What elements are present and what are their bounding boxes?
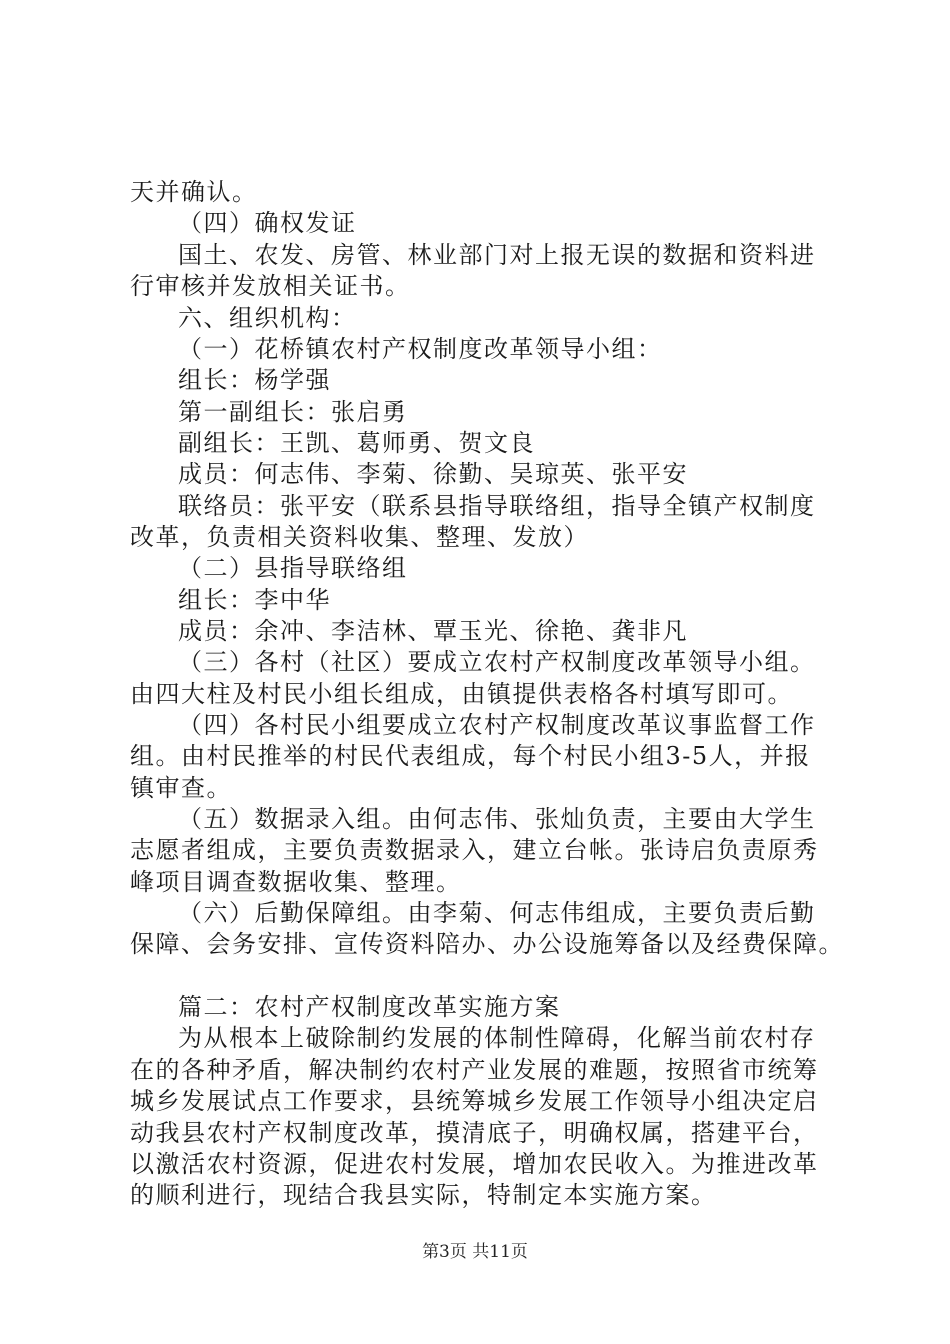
paragraph-line: （三）各村（社区）要成立农村产权制度改革领导小组。 xyxy=(178,648,816,676)
chapter-heading: 篇二：农村产权制度改革实施方案 xyxy=(178,993,561,1021)
paragraph-line: 以激活农村资源，促进农村发展，增加农民收入。为推进改革 xyxy=(130,1150,819,1178)
paragraph-line: 联络员：张平安（联系县指导联络组，指导全镇产权制度 xyxy=(178,492,816,520)
paragraph-line: 为从根本上破除制约发展的体制性障碍，化解当前农村存 xyxy=(178,1024,816,1052)
paragraph-line: 改革，负责相关资料收集、整理、发放） xyxy=(130,523,589,551)
paragraph-line: 由四大柱及村民小组长组成，由镇提供表格各村填写即可。 xyxy=(130,680,793,708)
paragraph-line: （四）各村民小组要成立农村产权制度改革议事监督工作 xyxy=(178,711,816,739)
paragraph-line: 行审核并发放相关证书。 xyxy=(130,272,411,300)
text-line: 第一副组长：张启勇 xyxy=(178,398,408,426)
paragraph-line: 镇审查。 xyxy=(130,774,232,802)
text-line: 成员：何志伟、李菊、徐勤、吴琼英、张平安 xyxy=(178,460,688,488)
text-line: 成员：余冲、李洁林、覃玉光、徐艳、龚非凡 xyxy=(178,617,688,645)
paragraph-line: （六）后勤保障组。由李菊、何志伟组成，主要负责后勤 xyxy=(178,899,816,927)
paragraph-line: 峰项目调查数据收集、整理。 xyxy=(130,868,462,896)
paragraph-line: 志愿者组成，主要负责数据录入，建立台帐。张诗启负责原秀 xyxy=(130,836,819,864)
paragraph-line: 保障、会务安排、宣传资料陪办、办公设施筹备以及经费保障。 xyxy=(130,930,844,958)
section-heading: （四）确权发证 xyxy=(178,209,357,237)
text-line: 天并确认。 xyxy=(130,178,258,206)
paragraph-line: 在的各种矛盾，解决制约农村产业发展的难题，按照省市统筹 xyxy=(130,1056,819,1084)
paragraph-line: （五）数据录入组。由何志伟、张灿负责，主要由大学生 xyxy=(178,805,816,833)
paragraph-line: 动我县农村产权制度改革，摸清底子，明确权属，搭建平台， xyxy=(130,1119,819,1147)
text-line: 组长：杨学强 xyxy=(178,366,331,394)
section-heading: （一）花桥镇农村产权制度改革领导小组： xyxy=(178,335,663,363)
page-footer: 第3页 共11页 xyxy=(422,1242,528,1262)
text-line: 组长：李中华 xyxy=(178,586,331,614)
paragraph-line: 国土、农发、房管、林业部门对上报无误的数据和资料进 xyxy=(178,241,816,269)
text-line: 副组长：王凯、葛师勇、贺文良 xyxy=(178,429,535,457)
paragraph-line: 组。由村民推举的村民代表组成，每个村民小组3-5人，并报 xyxy=(130,742,811,770)
paragraph-line: 的顺利进行，现结合我县实际，特制定本实施方案。 xyxy=(130,1181,717,1209)
paragraph-line: 城乡发展试点工作要求，县统筹城乡发展工作领导小组决定启 xyxy=(130,1087,819,1115)
section-heading: （二）县指导联络组 xyxy=(178,554,408,582)
section-heading: 六、组织机构： xyxy=(178,304,357,332)
